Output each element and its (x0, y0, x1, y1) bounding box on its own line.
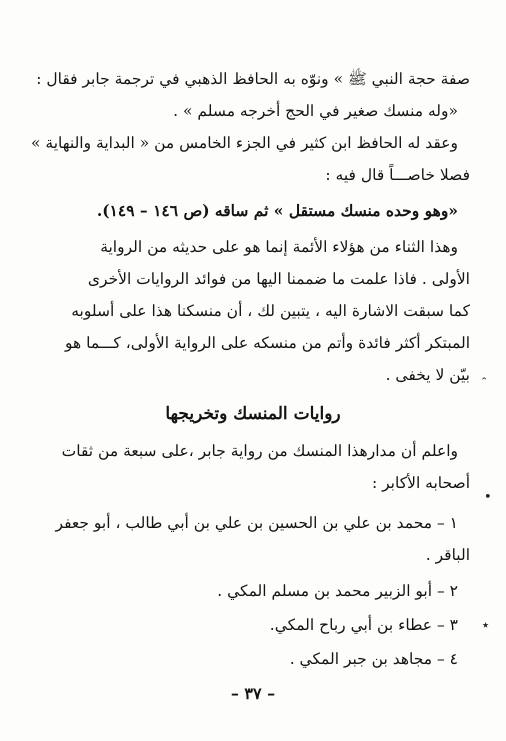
list-item-1-cont: الباقر . (425, 546, 470, 564)
scan-speck: ٭ (482, 618, 490, 633)
list-item-3: ٣ – عطاء بن أبي رباح المكي. (269, 616, 458, 634)
section-line-1: واعلم أن مدارهذا المنسك من رواية جابر ،على سبعة من ثقات (61, 442, 458, 460)
scan-speck: • (484, 490, 492, 505)
section-heading: روايات المنسك وتخريجها (165, 404, 341, 424)
text-line-4: فصلا خاصـــاً قال فيه : (325, 166, 470, 184)
text-line-3: وعقد له الحافظ ابن كثير في الجزء الخامس من « البداية والنهاية » (31, 134, 458, 152)
list-item-2: ٢ – أبو الزبير محمد بن مسلم المكي . (217, 582, 458, 600)
section-line-2: أصحابه الأكابر : (371, 474, 470, 492)
list-item-4: ٤ – مجاهد بن جبر المكي . (289, 650, 458, 668)
text-line-8: كما سبقت الاشارة اليه ، يتبين لك ، أن منسكنا هذا على أسلوبه (71, 302, 470, 320)
list-item-1: ١ – محمد بن علي بن الحسين بن علي بن أبي طالب ، أبو جعفر (55, 514, 458, 532)
text-line-9: المبتكر أكثر فائدة وأتم من منسكه على الرواية الأولى، كـــما هو (65, 334, 470, 352)
text-line-6: وهذا الثناء من هؤلاء الأئمة إنما هو على حديثه من الرواية (100, 238, 458, 256)
text-line-5: «وهو وحده منسك مستقل » ثم ساقه (ص ١٤٦ – ١٤٩). (96, 201, 458, 220)
text-line-2: «وله منسك صغير في الحج أخرجه مسلم » . (173, 102, 458, 120)
scan-speck: ꞈ (482, 366, 487, 381)
page-number: – ٣٧ – (230, 684, 276, 703)
text-line-10: بيّن لا يخفى . (385, 366, 470, 384)
text-line-7: الأولى . فاذا علمت ما ضممنا اليها من فوائد الروايات الأخرى (87, 270, 470, 288)
text-line-1: صفة حجة النبي ﷺ » ونوّه به الحافظ الذهبي في ترجمة جابر فقال : (36, 70, 470, 88)
